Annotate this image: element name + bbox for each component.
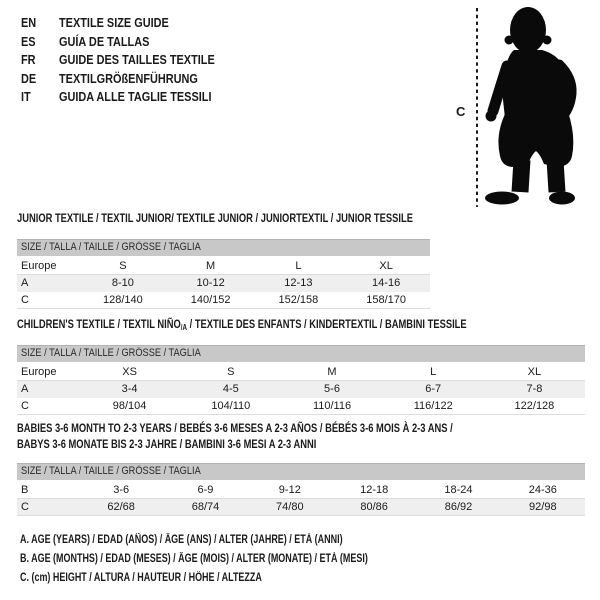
language-label: GUÍA DE TALLAS [59, 33, 150, 49]
size-cell: 14-16 [372, 277, 401, 289]
size-cell: 110/116 [312, 400, 352, 412]
language-label: TEXTILE SIZE GUIDE [59, 15, 169, 30]
table-row [17, 398, 585, 415]
junior-size-table [17, 239, 430, 309]
language-code: IT [21, 89, 31, 105]
size-cell: 6-7 [425, 383, 442, 395]
size-cell: 3-6 [113, 484, 130, 496]
language-code: EN [21, 15, 37, 30]
size-header-bar: SIZE / TALLA / TAILLE / GRÖSSE / TAGLIA [17, 345, 585, 362]
language-label: TEXTILGRÖßENFÜHRUNG [59, 70, 198, 86]
table-row [17, 292, 430, 309]
size-cell: 9-12 [278, 484, 301, 496]
footnote-height: C. (cm) HEIGHT / ALTURA / HAUTEUR / HÖHE / ALTEZZA [20, 571, 262, 584]
size-cell: 8-10 [111, 277, 134, 289]
legend-row-de [21, 70, 244, 89]
table-row [17, 499, 585, 516]
row-label: Europe [21, 260, 57, 272]
junior-section-title: JUNIOR TEXTILE / TEXTIL JUNIOR/ TEXTILE JUNIOR / JUNIORTEXTIL / JUNIOR TESSILE [17, 211, 413, 225]
row-label: B [21, 484, 29, 496]
row-label: C [21, 501, 29, 513]
size-cell: 6-9 [197, 484, 214, 496]
language-code: ES [21, 33, 36, 49]
table-row [17, 381, 585, 398]
size-cell: 62/68 [107, 501, 135, 513]
size-cell: XS [122, 366, 137, 378]
language-label: GUIDE DES TAILLES TEXTILE [59, 52, 215, 68]
size-cell: 12-13 [284, 277, 313, 289]
size-cell: 98/104 [112, 400, 147, 412]
size-cell: 80/86 [360, 501, 388, 513]
size-cell: 12-18 [360, 484, 389, 496]
row-label: Europe [21, 366, 57, 378]
size-cell: 3-4 [121, 383, 138, 395]
size-cell: M [206, 260, 216, 272]
size-cell: 7-8 [526, 383, 543, 395]
legend-row-fr [21, 51, 244, 70]
babies-table-rows [17, 482, 585, 516]
legend-row-it [21, 88, 244, 107]
babies-size-table [17, 463, 585, 516]
table-row [17, 258, 430, 275]
size-cell: 140/152 [190, 294, 231, 306]
size-cell: 128/140 [102, 294, 143, 306]
children-section-title: CHILDREN'S TEXTILE / TEXTIL NIÑO/A / TEXTILE DES ENFANTS / KINDERTEXTIL / BAMBINI TESSILE [17, 317, 467, 332]
language-code: FR [21, 52, 36, 68]
size-cell: 86/92 [444, 501, 473, 513]
size-cell: 158/170 [366, 294, 406, 306]
table-row [17, 275, 430, 292]
row-label: C [21, 294, 29, 306]
size-cell: 68/74 [191, 501, 220, 513]
junior-table-rows [17, 258, 430, 309]
size-header-bar: SIZE / TALLA / TAILLE / GRÖSSE / TAGLIA [17, 463, 585, 480]
size-cell: 4-5 [222, 383, 239, 395]
size-cell: S [119, 260, 127, 272]
size-cell: XL [527, 366, 542, 378]
size-cell: 122/128 [514, 400, 555, 412]
legend-row-es [21, 33, 244, 52]
footnote-age-months: B. AGE (MONTHS) / EDAD (MESES) / ÂGE (MOIS) / ALTER (MONATE) / ETÀ (MESI) [20, 552, 368, 565]
row-label: C [21, 400, 29, 412]
table-row [17, 482, 585, 499]
size-cell: 92/98 [529, 501, 557, 513]
table-row [17, 364, 585, 381]
language-label: GUIDA ALLE TAGLIE TESSILI [59, 89, 212, 105]
row-label: A [21, 277, 29, 289]
subscript-text: /A [180, 323, 188, 332]
babies-section-title: BABIES 3-6 MONTH TO 2-3 YEARS / BEBÉS 3-6 MESES A 2-3 AÑOS / BÉBÉS 3-6 MOIS À 2-3 ANS / BABYS 3-6 MONATE BIS 2-3 JAHRE / BAMBINI 3-6 MESI A 2-3 ANNI [17, 421, 453, 451]
size-cell: S [227, 366, 235, 378]
row-label: A [21, 383, 29, 395]
footnote-age-years: A. AGE (YEARS) / EDAD (AÑOS) / ÂGE (ANS) / ALTER (JAHRE) / ETÀ (ANNI) [20, 534, 343, 546]
footnotes [20, 531, 466, 587]
size-cell: 10-12 [196, 277, 225, 289]
size-cell: 18-24 [444, 484, 473, 496]
size-cell: XL [379, 260, 393, 272]
children-table-rows [17, 364, 585, 415]
size-cell: 104/110 [211, 400, 251, 412]
baby-silhouette-icon [485, 7, 575, 205]
size-cell: L [430, 366, 437, 378]
size-cell: 5-6 [324, 383, 340, 395]
language-code: DE [21, 70, 37, 86]
size-cell: 152/158 [278, 294, 319, 306]
language-legend [21, 14, 244, 107]
legend-row-en [21, 14, 244, 33]
size-header-bar: SIZE / TALLA / TAILLE / GRÖSSE / TAGLIA [17, 239, 430, 256]
size-cell: 74/80 [276, 501, 304, 513]
height-measure-label: C [456, 104, 466, 119]
size-cell: 116/122 [413, 400, 453, 412]
size-cell: M [327, 366, 337, 378]
baby-figure-svg [450, 0, 600, 215]
size-cell: L [295, 260, 302, 272]
children-size-table [17, 345, 585, 415]
size-cell: 24-36 [528, 484, 557, 496]
